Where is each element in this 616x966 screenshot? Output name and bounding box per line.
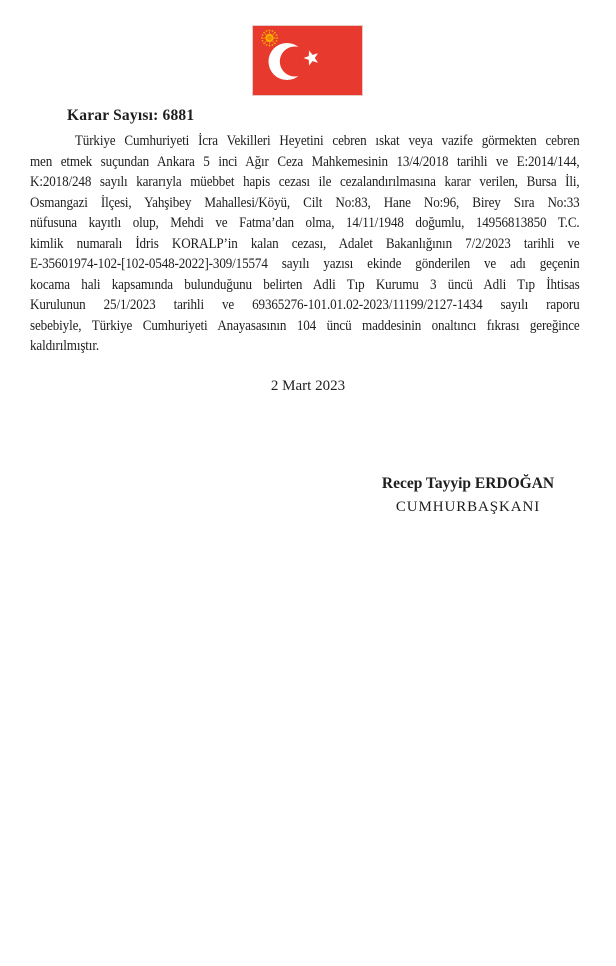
body-line: Kurulunun 25/1/2023 tarihli ve 69365276-101.01.02-2023/11199/2127-1434 sayılı raporu	[30, 297, 580, 313]
body-line: kaldırılmıştır.	[30, 338, 99, 354]
turkish-presidential-flag-icon	[253, 26, 362, 95]
decree-body-paragraph	[30, 131, 580, 357]
body-line: nüfusuna kayıtlı olup, Mehdi ve Fatma’dan olma, 14/11/1948 doğumlu, 14956813850 T.C.	[30, 215, 580, 231]
body-line: kocama hali kapsamında bulunduğunu belirten Adli Tıp Kurumu 3 üncü Adli Tıp İhtisas	[30, 276, 580, 293]
body-line: sebebiyle, Türkiye Cumhuriyeti Anayasasının 104 üncü maddesinin onaltıncı fıkrası gereğince	[30, 317, 580, 334]
decision-date: 2 Mart 2023	[270, 378, 346, 394]
body-line: Türkiye Cumhuriyeti İcra Vekilleri Heyetini cebren ıskat veya vazife görmekten cebren	[74, 133, 580, 149]
body-line: kimlik numaralı İdris KORALP’in kalan cezası, Adalet Bakanlığının 7/2/2023 tarihli ve	[30, 235, 580, 252]
body-line: Osmangazi İlçesi, Yahşibey Mahallesi/Köyü, Cilt No:83, Hane No:96, Birey Sıra No:33	[30, 194, 580, 211]
presidential-sun-emblem-icon	[261, 30, 278, 47]
decision-number-heading: Karar Sayısı: 6881	[67, 107, 195, 124]
president-name: Recep Tayyip ERDOĞAN	[381, 475, 555, 492]
body-line: K:2018/248 sayılı kararıyla müebbet hapis cezası ile cezalandırılmasına karar verilen, Bursa İli,	[30, 174, 580, 190]
president-title: CUMHURBAŞKANI	[395, 498, 541, 515]
body-line: men etmek suçundan Ankara 5 inci Ağır Ceza Mahkemesinin 13/4/2018 tarihli ve E:2014/144,	[30, 153, 580, 170]
body-line: E-35601974-102-[102-0548-2022]-309/15574 sayılı yazısı ekinde gönderilen ve adı geçenin	[30, 256, 580, 272]
signature-block	[356, 473, 580, 518]
